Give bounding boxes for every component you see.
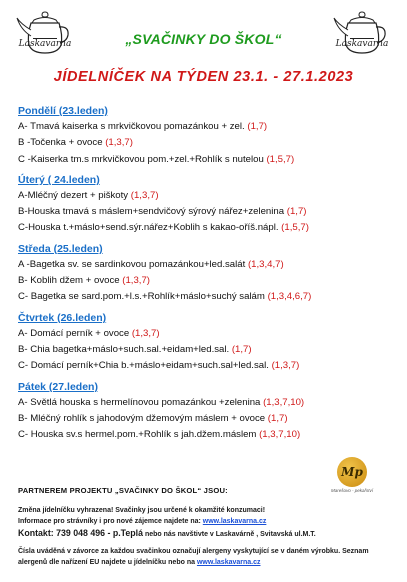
partner-logo-mark: Mp (337, 457, 367, 487)
day-friday (18, 380, 390, 444)
partner-text: PARTNEREM PROJEKTU „SVAČINKY DO ŠKOL“ JSOU: (18, 486, 228, 495)
day-title: Čtvrtek (26.leden) (18, 311, 107, 324)
menu-item (18, 427, 390, 443)
menu-item (18, 358, 390, 374)
day-wednesday (18, 242, 390, 306)
menu-item (18, 204, 390, 220)
day-title: Pondělí (23.leden) (18, 105, 108, 117)
allergen-note-text: Čísla uváděná v závorce za každou svačinkou označují alergeny vyskytující se v daném výrobku. Seznam alergenů dle nařízení EU najdete u jídelníčku nebo na (18, 548, 369, 566)
footer-info-text: Informace pro strávníky i pro nové zájemce najdete na: (18, 517, 203, 525)
allergens: (1,3,7,10) (259, 429, 301, 441)
contact-phone: Kontakt: 739 048 496 - p.Teplá (18, 528, 143, 538)
item-text: A- Domácí perník + ovoce (18, 327, 132, 339)
allergens: (1,3,7) (271, 360, 300, 372)
item-text: B- Koblih džem + ovoce (18, 275, 123, 287)
allergens: (1,3,4,7) (247, 258, 284, 270)
item-text: C -Kaiserka tm.s mrkvičkovou pom.+zel.+Rohlík s nutelou (18, 153, 267, 165)
allergen-note (18, 547, 398, 568)
menu-item (18, 326, 390, 342)
menu-item (18, 188, 390, 204)
allergens: (1,3,7) (105, 137, 133, 149)
footer-disclaimer: Změna jídelníčku vyhrazena! Svačinky jsou určené k okamžité konzumaci! (18, 507, 266, 514)
item-text: B- Mléčný rohlík s jahodovým džemovým máslem + ovoce (18, 412, 268, 424)
menu-item (18, 273, 390, 289)
menu-item (18, 135, 390, 151)
item-text: C- Houska sv.s hermel.pom.+Rohlík s jah.džem.máslem (18, 429, 260, 441)
weekly-menu (18, 104, 390, 448)
allergens: (1,5,7) (281, 222, 309, 234)
brand-name: Laskavarna (335, 39, 389, 49)
page-title: „SVAČINKY DO ŠKOL“ (125, 31, 282, 47)
partner-logo-caption: Marešovo - pekařství (330, 488, 373, 493)
item-text: A-Mléčný dezert + piškoty (18, 189, 131, 201)
item-text: A- Světlá houska s hermelínovou pomazánkou +zelenina (18, 396, 264, 408)
allergens: (1,7) (247, 121, 268, 132)
allergens: (1,3,7) (130, 189, 159, 201)
header (0, 0, 407, 66)
day-title: Pátek (27.leden) (18, 380, 98, 393)
day-monday (18, 104, 390, 168)
item-text: A- Tmavá kaiserka s mrkvičkovou pomazánkou + zel. (18, 121, 248, 132)
item-text: C- Bagetka se sard.pom.+l.s.+Rohlík+máslo+suchý salám (18, 291, 268, 303)
website-link[interactable]: www.laskavarna.cz (202, 517, 267, 525)
item-text: B- Chia bagetka+máslo+such.sal.+eidam+led.sal. (18, 343, 232, 355)
menu-item (18, 411, 390, 427)
menu-item (18, 289, 390, 305)
menu-item (18, 152, 390, 168)
day-title: Úterý ( 24.leden) (18, 173, 100, 186)
item-text: A -Bagetka sv. se sardinkovou pomazánkou+led.salát (18, 258, 248, 270)
item-text: B -Točenka + ovoce (18, 137, 106, 149)
menu-item (18, 119, 390, 135)
menu-item (18, 257, 390, 273)
item-text: C- Domácí perník+Chia b.+máslo+eidam+such.sal+led.sal. (18, 360, 272, 372)
partner-logo (330, 457, 374, 497)
allergens: (1,3,4,6,7) (267, 291, 312, 303)
day-tuesday (18, 173, 390, 237)
day-title: Středa (25.leden) (18, 242, 103, 255)
website-link[interactable]: www.laskavarna.cz (196, 558, 261, 566)
menu-item (18, 395, 390, 411)
allergens: (1,3,7) (122, 275, 150, 287)
allergens: (1,3,7,10) (263, 396, 305, 408)
allergens: (1,3,7) (131, 327, 160, 339)
item-text: B-Houska tmavá s máslem+sendvičový sýrový nářez+zelenina (18, 206, 287, 218)
allergens: (1,7) (231, 343, 252, 355)
allergens: (1,7) (267, 412, 288, 424)
footer (18, 506, 398, 568)
day-thursday (18, 311, 390, 375)
menu-subtitle: JÍDELNÍČEK NA TÝDEN 23.1. - 27.1.2023 (53, 69, 354, 85)
contact-rest: nebo nás navštivte v Laskavárně , Svitavská ul.M.T. (143, 531, 316, 538)
menu-item (18, 220, 390, 236)
footer-contact (18, 527, 398, 541)
item-text: C-Houska t.+máslo+send.sýr.nářez+Koblih s kakao-oříš.nápl. (18, 222, 282, 234)
allergens: (1,5,7) (266, 153, 295, 165)
footer-info (18, 517, 398, 528)
menu-item (18, 342, 390, 358)
brand-name: Laskavarna (18, 39, 72, 49)
allergens: (1,7) (286, 206, 307, 218)
